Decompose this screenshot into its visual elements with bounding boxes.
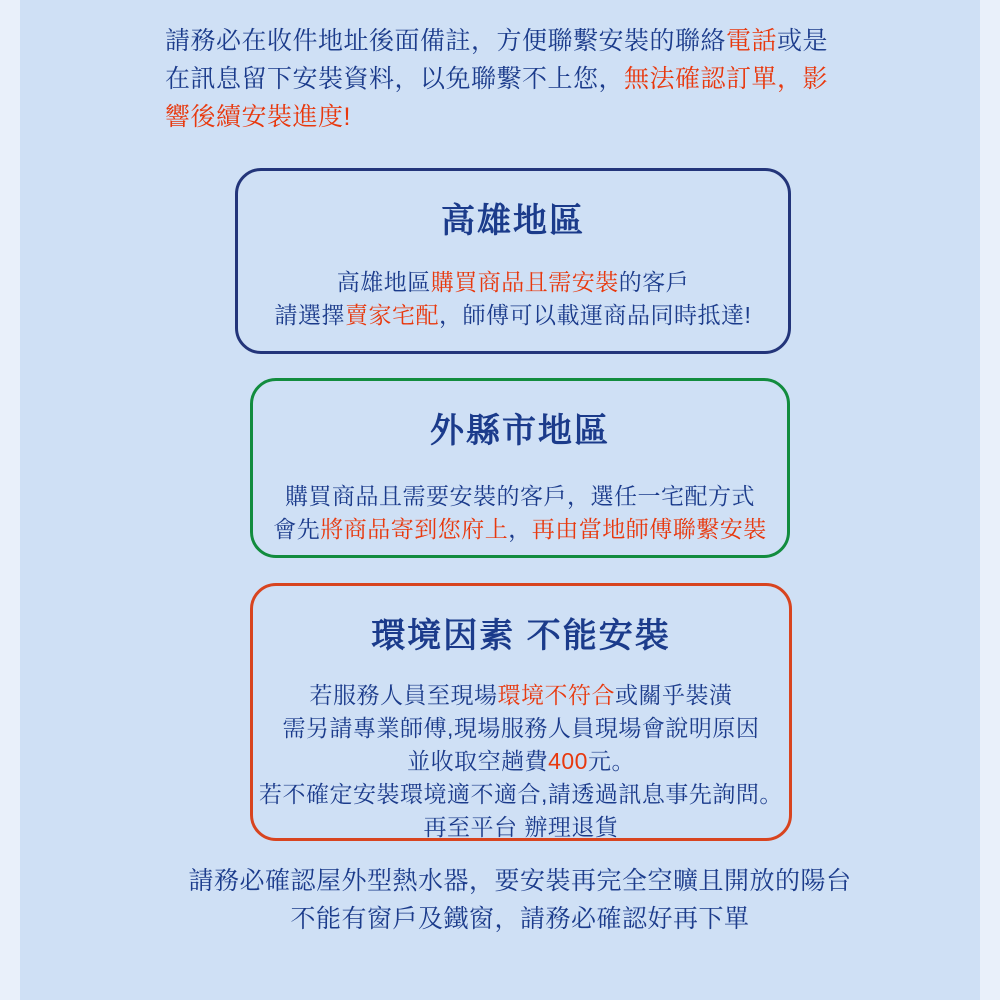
kaohsiung-line2-part2: ，師傅可以載運商品同時抵達! (439, 302, 752, 328)
bottom-notice-line2: 不能有窗戶及鐵窗，請務必確認好再下單 (290, 905, 750, 933)
top-notice-line1-part2: 或是在 (165, 27, 829, 93)
environment-factor-box (250, 583, 792, 841)
environment-title: 環境因素 不能安裝 (371, 617, 671, 655)
kaohsiung-line1-part1: 高雄地區 (336, 269, 431, 295)
environment-line1-highlight: 環境不符合 (497, 682, 615, 708)
kaohsiung-line1-part2: 的客戶 (618, 269, 690, 295)
kaohsiung-body (238, 266, 788, 332)
outer-county-line2-highlight1: 將商品寄到您府上 (320, 516, 509, 542)
bottom-notice (170, 862, 870, 938)
kaohsiung-line2-highlight: 賣家宅配 (345, 302, 440, 328)
kaohsiung-line2-part1: 請選擇 (274, 302, 346, 328)
top-notice-line2-part1: 訊息留下安裝資料，以免聯繫不上您， (190, 65, 625, 93)
environment-line4: 若不確定安裝環境適不適合,請透過訊息事先詢問。 (259, 781, 783, 807)
environment-line1-part1: 若服務人員至現場 (309, 682, 498, 708)
outer-county-title: 外縣市地區 (430, 412, 610, 450)
top-notice-line2-highlight: 無法確認訂單，影響後 (165, 65, 829, 131)
environment-fee-amount: 400 (548, 748, 588, 774)
environment-body (253, 679, 789, 844)
outer-county-body (253, 480, 787, 546)
top-notice-line1-highlight: 電話 (726, 27, 778, 55)
environment-line5: 再至平台 辦理退貨 (423, 814, 619, 840)
environment-line3-part2: 元。 (587, 748, 635, 774)
environment-line1-part2: 或關乎裝潢 (615, 682, 733, 708)
outer-county-area-box (250, 378, 790, 558)
outer-county-line2-part1: 會先 (273, 516, 321, 542)
environment-line2: 需另請專業師傅,現場服務人員現場會說明原因 (282, 715, 760, 741)
right-margin-strip (980, 0, 1000, 1000)
left-margin-strip (0, 0, 20, 1000)
kaohsiung-line1-highlight: 購買商品且需安裝 (430, 269, 619, 295)
outer-county-line1: 購買商品且需要安裝的客戶，選任一宅配方式 (285, 483, 755, 509)
top-notice (165, 22, 845, 136)
outer-county-line2-highlight2: 再由當地師傅聯繫安裝 (531, 516, 767, 542)
top-notice-line3-highlight: 續安裝進度! (216, 103, 351, 131)
poster-content (20, 0, 980, 1000)
bottom-notice-line1: 請務必確認屋外型熱水器，要安裝再完全空曠且開放的陽台 (188, 867, 852, 895)
kaohsiung-area-box (235, 168, 791, 354)
top-notice-line1-part1: 請務必在收件地址後面備註，方便聯繫安裝的聯絡 (165, 27, 727, 55)
outer-county-line2-part2: ， (508, 516, 532, 542)
environment-line3-part1: 並收取空趟費 (407, 748, 549, 774)
kaohsiung-title: 高雄地區 (441, 202, 585, 240)
